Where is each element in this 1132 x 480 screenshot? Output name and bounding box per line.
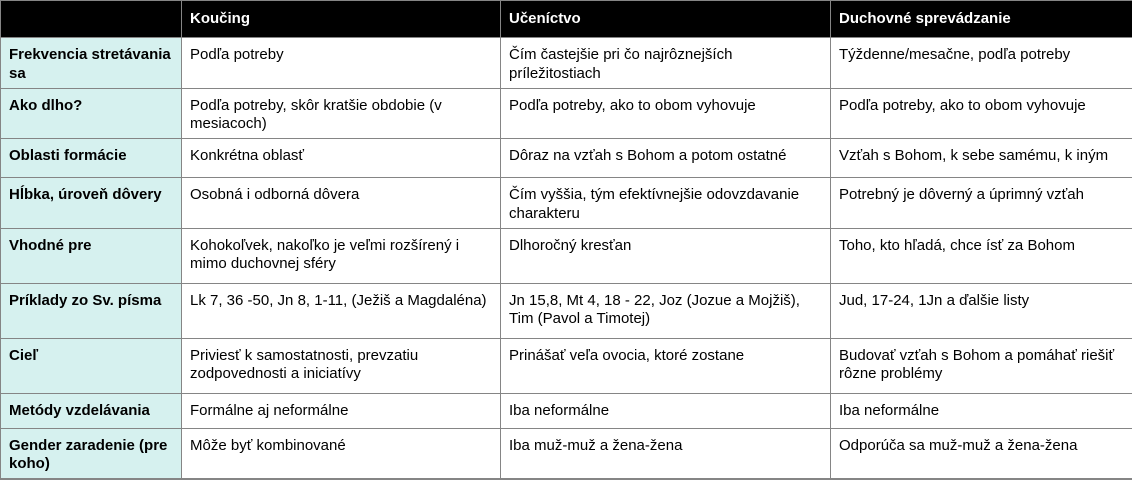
table-cell: Jud, 17-24, 1Jn a ďalšie listy <box>831 283 1132 338</box>
table-cell: Čím vyššia, tým efektívnejšie odovzdavanie charakteru <box>501 178 831 229</box>
column-header-duchovne-sprevadzanie: Duchovné sprevádzanie <box>831 1 1132 38</box>
table-cell: Potrebný je dôverný a úprimný vzťah <box>831 178 1132 229</box>
table-cell: Kohokoľvek, nakoľko je veľmi rozšírený i mimo duchovnej sféry <box>182 228 501 283</box>
table-cell: Podľa potreby <box>182 38 501 89</box>
table-cell: Týždenne/mesačne, podľa potreby <box>831 38 1132 89</box>
row-label-cell: Vhodné pre <box>1 228 182 283</box>
corner-header-cell <box>1 1 182 38</box>
table-cell: Lk 7, 36 -50, Jn 8, 1-11, (Ježiš a Magdaléna) <box>182 283 501 338</box>
table-cell: Priviesť k samostatnosti, prevzatiu zodpovednosti a iniciatívy <box>182 338 501 393</box>
row-label-cell: Metódy vzdelávania <box>1 393 182 428</box>
table-cell: Konkrétna oblasť <box>182 139 501 178</box>
column-header-ucenictvo: Učeníctvo <box>501 1 831 38</box>
table-cell: Môže byť kombinované <box>182 428 501 479</box>
table-cell: Podľa potreby, skôr kratšie obdobie (v mesiacoch) <box>182 88 501 139</box>
table-cell: Podľa potreby, ako to obom vyhovuje <box>831 88 1132 139</box>
row-label-cell: Ako dlho? <box>1 88 182 139</box>
table-cell: Osobná i odborná dôvera <box>182 178 501 229</box>
table-row <box>1 38 1132 89</box>
table-row <box>1 88 1132 139</box>
table-cell: Toho, kto hľadá, chce ísť za Bohom <box>831 228 1132 283</box>
table-row <box>1 393 1132 428</box>
row-label-cell: Frekvencia stretávania sa <box>1 38 182 89</box>
table-cell: Odporúča sa muž-muž a žena-žena <box>831 428 1132 479</box>
table-cell: Prinášať veľa ovocia, ktoré zostane <box>501 338 831 393</box>
table-cell: Dlhoročný kresťan <box>501 228 831 283</box>
row-label-cell: Hĺbka, úroveň dôvery <box>1 178 182 229</box>
table-cell: Čím častejšie pri čo najrôznejších príležitostiach <box>501 38 831 89</box>
table-row <box>1 428 1132 479</box>
table-cell: Vzťah s Bohom, k sebe samému, k iným <box>831 139 1132 178</box>
table-row <box>1 139 1132 178</box>
table-row <box>1 228 1132 283</box>
table-cell: Formálne aj neformálne <box>182 393 501 428</box>
table-row <box>1 338 1132 393</box>
table-header-row <box>1 1 1132 38</box>
table-cell: Dôraz na vzťah s Bohom a potom ostatné <box>501 139 831 178</box>
row-label-cell: Gender zaradenie (pre koho) <box>1 428 182 479</box>
table-cell: Iba neformálne <box>501 393 831 428</box>
table-cell: Iba neformálne <box>831 393 1132 428</box>
table-cell: Budovať vzťah s Bohom a pomáhať riešiť rôzne problémy <box>831 338 1132 393</box>
row-label-cell: Oblasti formácie <box>1 139 182 178</box>
column-header-koucing: Koučing <box>182 1 501 38</box>
row-label-cell: Cieľ <box>1 338 182 393</box>
table-cell: Jn 15,8, Mt 4, 18 - 22, Joz (Jozue a Mojžiš), Tim (Pavol a Timotej) <box>501 283 831 338</box>
row-label-cell: Príklady zo Sv. písma <box>1 283 182 338</box>
table-row <box>1 283 1132 338</box>
table-row <box>1 178 1132 229</box>
table-cell: Podľa potreby, ako to obom vyhovuje <box>501 88 831 139</box>
table-cell: Iba muž-muž a žena-žena <box>501 428 831 479</box>
